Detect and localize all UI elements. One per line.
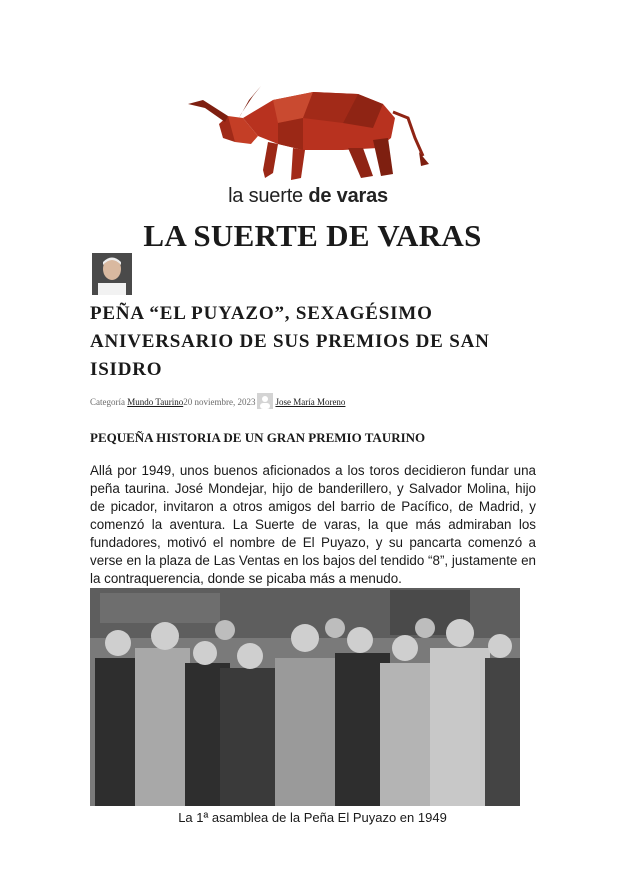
article-headline: PEÑA “EL PUYAZO”, SEXAGÉSIMO ANIVERSARIO DE SUS PREMIOS DE SAN ISIDRO [90,303,490,380]
user-icon [257,393,273,409]
photo-caption: La 1ª asamblea de la Peña El Puyazo en 1949 [178,810,447,825]
author-link[interactable]: Jose María Moreno [275,397,346,407]
site-logo[interactable] [183,78,433,208]
bull-icon [183,78,433,188]
article-date: 20 noviembre, 2023 [183,397,256,407]
category-link[interactable]: Mundo Taurino [127,397,184,407]
author-avatar [92,253,132,295]
article-meta [90,393,345,409]
historic-group-photo [90,588,520,806]
article-paragraph: Allá por 1949, unos buenos aficionados a los toros decidieron fundar una peña taurina. José Mondejar, hijo de banderillero, y Salvador Molina, hijo de picador, invitaron a otros amigos del barrio de Pacífico, de Madrid, y comenzó la aventura. La Suerte de varas, la que más admiraban los fundadores, motivó el nombre de El Puyazo, y su pancarta comenzó a verse en la plaza de Las Ventas en los bajos del tendido “8”, justamente en la contraquerencia, donde se picaba más a menudo. [90,463,536,586]
site-title[interactable]: LA SUERTE DE VARAS [143,218,482,253]
logo-text: la suerte de varas [228,185,388,207]
article-subheading: PEQUEÑA HISTORIA DE UN GRAN PREMIO TAURINO [90,430,426,445]
category-prefix: Categoría [90,397,128,407]
